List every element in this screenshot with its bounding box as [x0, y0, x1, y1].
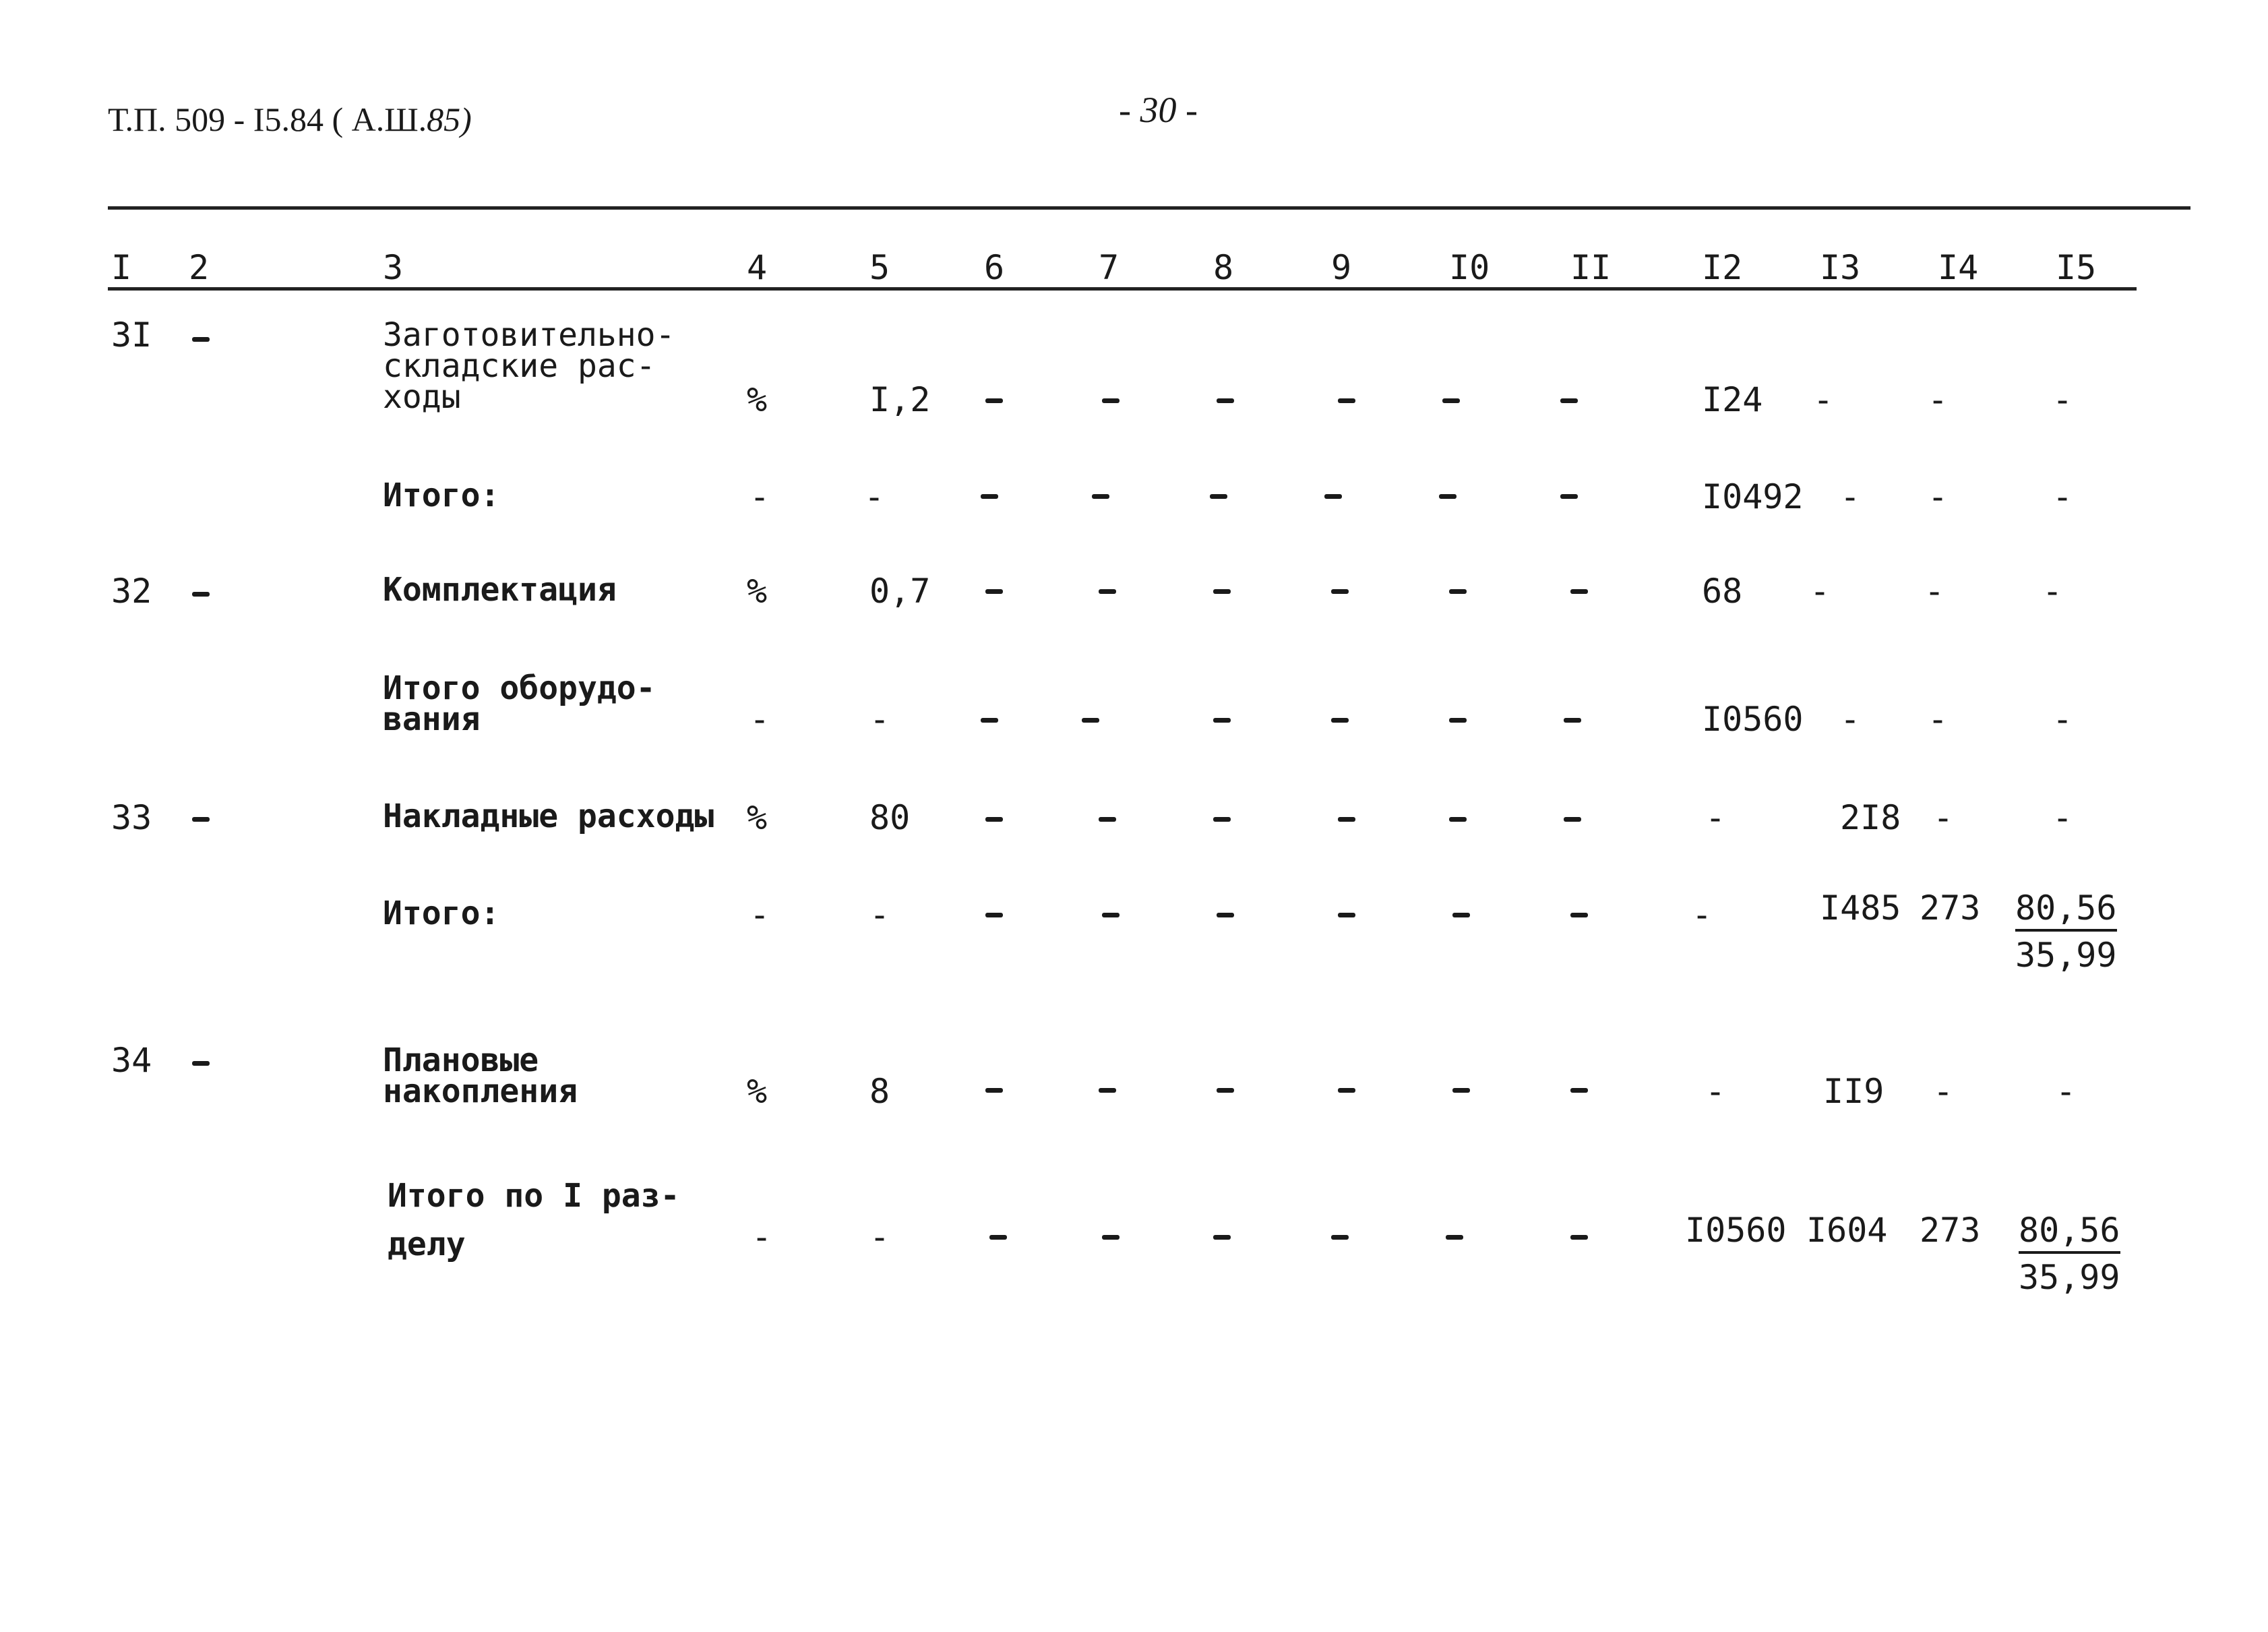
unit-cell: %: [747, 1072, 768, 1111]
column-header-2: 2: [189, 248, 210, 287]
row-description: Плановые накопления: [383, 1041, 578, 1110]
dash-mark: [1452, 913, 1470, 917]
dash-mark: [1449, 718, 1467, 723]
dash-mark: [985, 1088, 1003, 1093]
dash-mark: [1324, 494, 1342, 499]
dash-mark: [1560, 494, 1578, 499]
col13-cell: 2I8: [1840, 798, 1901, 837]
dash-mark: [1449, 817, 1467, 822]
unit-cell: -: [749, 700, 770, 739]
dash-mark: [981, 718, 998, 723]
page-number: - 30 -: [1119, 90, 1198, 130]
col12-cell: -: [1705, 1072, 1726, 1111]
column-header-6: 6: [984, 248, 1005, 287]
row-number: 32: [111, 572, 152, 611]
column-header-12: I2: [1702, 248, 1743, 287]
col5-cell: -: [864, 477, 885, 516]
dash-mark: [985, 398, 1003, 403]
dash-mark: [1102, 913, 1120, 917]
dash-mark: [1092, 494, 1109, 499]
dash-mark: [985, 913, 1003, 917]
col13-cell: I485: [1820, 888, 1901, 928]
column-header-14: I4: [1938, 248, 1979, 287]
col13-cell: I604: [1806, 1211, 1888, 1250]
col14-cell: 273: [1920, 888, 1981, 928]
row-number: 3I: [111, 315, 152, 355]
col13-cell: -: [1840, 700, 1861, 739]
header-rule: [108, 287, 2137, 291]
col15-cell: -: [2052, 380, 2073, 419]
col12-cell: I0560: [1685, 1211, 1787, 1250]
row-number: 33: [111, 798, 152, 837]
col15-cell: -: [2052, 700, 2073, 739]
column-header-11: II: [1570, 248, 1612, 287]
dash-mark: [1439, 494, 1457, 499]
row-description: Итого по I раз- делу: [388, 1177, 680, 1263]
col12-cell: -: [1692, 895, 1713, 934]
row-description: Итого:: [383, 477, 500, 514]
column-header-8: 8: [1213, 248, 1234, 287]
fraction-denominator: 35,99: [2015, 936, 2117, 975]
unit-cell: -: [749, 477, 770, 516]
column-header-4: 4: [747, 248, 768, 287]
col15-cell: -: [2052, 477, 2073, 516]
dash-mark: [1570, 913, 1588, 917]
row-number: 34: [111, 1041, 152, 1080]
unit-cell: %: [747, 572, 768, 611]
top-rule: [108, 206, 2190, 210]
dash-mark: [1446, 1235, 1463, 1240]
dash-mark: [1213, 1235, 1231, 1240]
document-code: [108, 100, 472, 139]
document-code-text: Т.П. 509 - I5.84 ( А.Ш.: [108, 100, 427, 138]
column-header-15: I5: [2056, 248, 2097, 287]
col5-cell: -: [869, 1217, 890, 1257]
dash-mark: [1102, 1235, 1120, 1240]
col14-cell: -: [1928, 477, 1949, 516]
col12-cell: I24: [1702, 380, 1763, 419]
column-header-10: I0: [1449, 248, 1490, 287]
dash-mark: [1338, 398, 1355, 403]
dash-mark: [1560, 398, 1578, 403]
col14-cell: -: [1933, 798, 1954, 837]
column-header-5: 5: [869, 248, 890, 287]
col14-cell: -: [1928, 700, 1949, 739]
dash-mark: [985, 589, 1003, 594]
dash-mark: [1217, 398, 1234, 403]
dash-mark: [1331, 1235, 1349, 1240]
fraction-numerator: 80,56: [2015, 891, 2117, 932]
column-header-7: 7: [1099, 248, 1120, 287]
dash-mark: [1217, 913, 1234, 917]
dash-mark: [1570, 589, 1588, 594]
dash-mark: [1099, 817, 1116, 822]
col14-cell: -: [1924, 572, 1945, 611]
dash-mark: [192, 1061, 210, 1066]
dash-mark: [1570, 1235, 1588, 1240]
dash-mark: [1570, 1088, 1588, 1093]
col5-cell: -: [869, 700, 890, 739]
dash-mark: [192, 817, 210, 822]
dash-mark: [989, 1235, 1007, 1240]
row-description: Итого:: [383, 895, 500, 932]
dash-mark: [985, 817, 1003, 822]
dash-mark: [192, 592, 210, 597]
column-header-13: I3: [1820, 248, 1861, 287]
dash-mark: [1338, 817, 1355, 822]
dash-mark: [1449, 589, 1467, 594]
dash-mark: [1210, 494, 1227, 499]
col14-cell: -: [1933, 1072, 1954, 1111]
col5-cell: I,2: [869, 380, 931, 419]
dash-mark: [1442, 398, 1460, 403]
dash-mark: [1331, 589, 1349, 594]
column-header-3: 3: [383, 248, 404, 287]
dash-mark: [1331, 718, 1349, 723]
col13-cell: II9: [1823, 1072, 1884, 1111]
dash-mark: [1338, 1088, 1355, 1093]
column-header-1: I: [111, 248, 132, 287]
unit-cell: %: [747, 798, 768, 837]
dash-mark: [1213, 589, 1231, 594]
unit-cell: -: [749, 895, 770, 934]
col12-cell: I0560: [1702, 700, 1804, 739]
row-description: Итого оборудо- вания: [383, 669, 656, 738]
fraction-numerator: 80,56: [2019, 1213, 2120, 1254]
col15-cell: -: [2056, 1072, 2077, 1111]
dash-mark: [1099, 589, 1116, 594]
col15-fraction: [2015, 888, 2117, 975]
col12-cell: -: [1705, 798, 1726, 837]
dash-mark: [1213, 817, 1231, 822]
dash-mark: [1217, 1088, 1234, 1093]
col5-cell: 0,7: [869, 572, 931, 611]
col15-cell: -: [2042, 572, 2063, 611]
row-description: Накладные расходы: [383, 797, 714, 835]
unit-cell: -: [752, 1217, 772, 1257]
col13-cell: -: [1810, 572, 1831, 611]
col5-cell: 8: [869, 1072, 890, 1111]
col14-cell: 273: [1920, 1211, 1981, 1250]
column-header-9: 9: [1331, 248, 1352, 287]
col12-cell: I0492: [1702, 477, 1804, 516]
col15-fraction: [2019, 1211, 2120, 1297]
col12-cell: 68: [1702, 572, 1743, 611]
dash-mark: [192, 337, 210, 342]
col13-cell: -: [1813, 380, 1834, 419]
dash-mark: [1213, 718, 1231, 723]
col14-cell: -: [1928, 380, 1949, 419]
dash-mark: [1099, 1088, 1116, 1093]
col5-cell: 80: [869, 798, 911, 837]
dash-mark: [1082, 718, 1099, 723]
dash-mark: [1102, 398, 1120, 403]
row-description: Комплектация: [383, 571, 617, 609]
col13-cell: -: [1840, 477, 1861, 516]
row-description: Заготовительно- складские рас- ходы: [383, 316, 675, 416]
fraction-denominator: 35,99: [2019, 1258, 2120, 1297]
document-code-year: 85): [427, 100, 472, 138]
col15-cell: -: [2052, 798, 2073, 837]
dash-mark: [1338, 913, 1355, 917]
dash-mark: [1564, 718, 1581, 723]
col5-cell: -: [869, 895, 890, 934]
dash-mark: [1452, 1088, 1470, 1093]
dash-mark: [981, 494, 998, 499]
dash-mark: [1564, 817, 1581, 822]
unit-cell: %: [747, 380, 768, 419]
